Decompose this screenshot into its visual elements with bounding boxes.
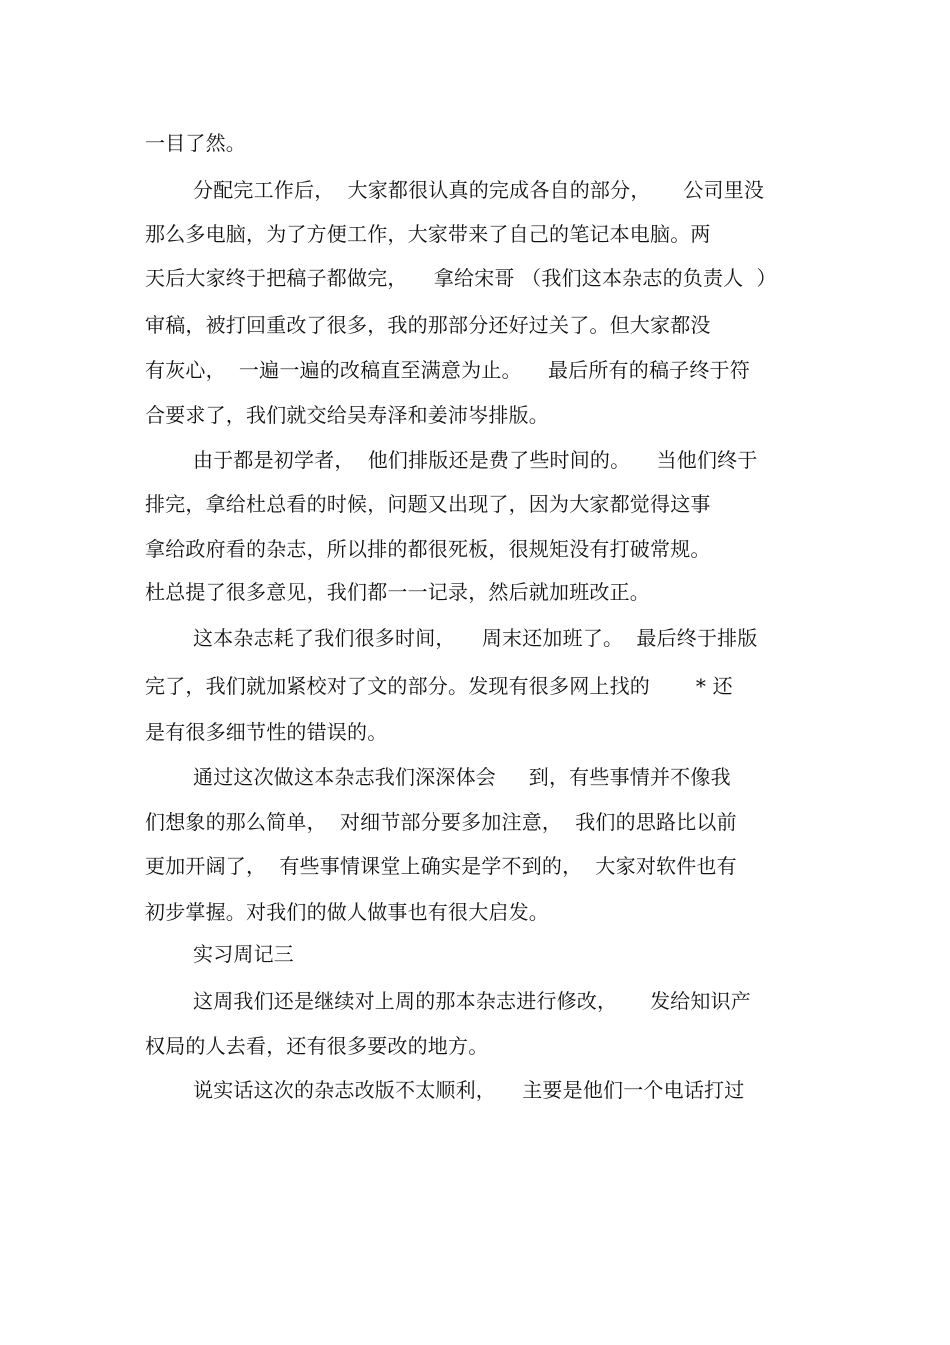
text-line: 更加开阔了， 有些事情课堂上确实是学不到的， 大家对软件也有 [145,854,737,878]
text-line: 初步掌握。对我们的做人做事也有很大启发。 [145,900,549,924]
text-line: 那么多电脑，为了方便工作，大家带来了自己的笔记本电脑。两 [145,222,711,246]
paragraph-start-line: 通过这次做这本杂志我们深深体会 到，有些事情并不像我 [193,765,731,789]
text-line: 权局的人去看，还有很多要改的地方。 [145,1034,489,1058]
paragraph-start-line: 这本杂志耗了我们很多时间， 周末还加班了。 最后终于排版 [193,626,758,650]
text-line: 拿给政府看的杂志，所以排的都很死板，很规矩没有打破常规。 [145,537,711,561]
text-line: 一目了然。 [145,131,246,155]
paragraph-start-line: 由于都是初学者， 他们排版还是费了些时间的。 当他们终于 [193,448,758,472]
text-line: 排完，拿给杜总看的时候，问题又出现了，因为大家都觉得这事 [145,492,711,516]
section-heading: 实习周记三 [193,942,294,966]
paragraph-start-line: 这周我们还是继续对上周的那本杂志进行修改， 发给知识产 [193,989,751,1013]
text-line: 杜总提了很多意见，我们都一一记录，然后就加班改正。 [145,580,650,604]
text-line: 完了，我们就加紧校对了文的部分。发现有很多网上找的 * 还 [145,674,733,698]
text-line: 审稿，被打回重改了很多，我的那部分还好过关了。但大家都没 [145,313,711,337]
text-line: 们想象的那么简单， 对细节部分要多加注意， 我们的思路比以前 [145,810,737,834]
text-line: 有灰心， 一遍一遍的改稿直至满意为止。 最后所有的稿子终于符 [145,358,750,382]
text-line: 合要求了，我们就交给吴寿泽和姜沛岑排版。 [145,403,549,427]
text-line: 是有很多细节性的错误的。 [145,720,388,744]
paragraph-start-line: 分配完工作后， 大家都很认真的完成各自的部分， 公司里没 [193,178,765,202]
paragraph-start-line: 说实话这次的杂志改版不太顺利， 主要是他们一个电话打过 [193,1078,745,1102]
text-line: 天后大家终于把稿子都做完， 拿给宋哥 （我们这本杂志的负责人 ） [145,266,777,290]
